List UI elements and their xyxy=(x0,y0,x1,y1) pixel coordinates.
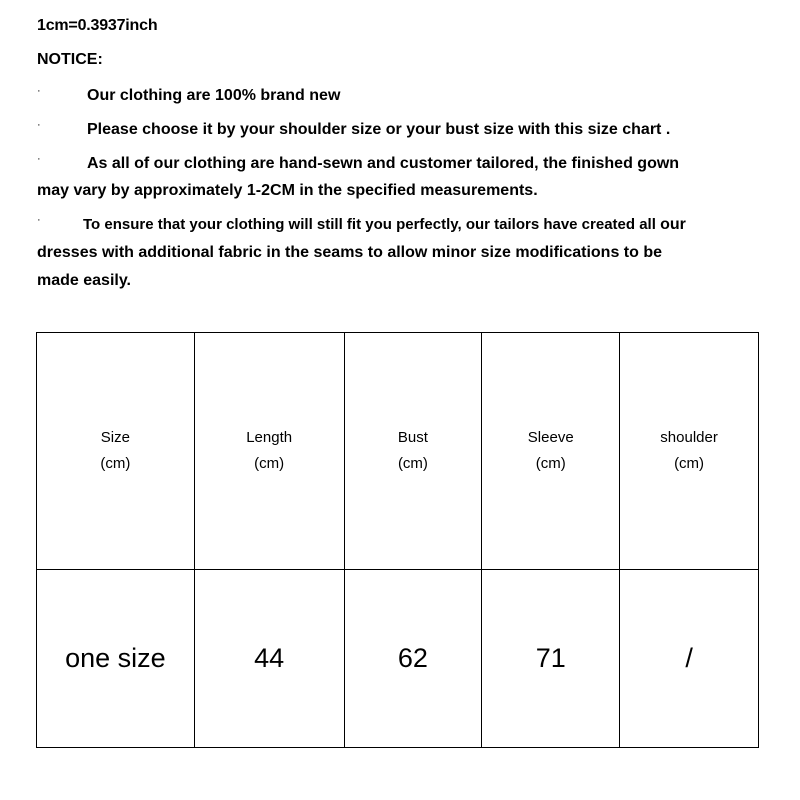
cell-size-value: one size xyxy=(37,570,195,748)
bullet-continuation: may vary by approximately 1-2CM in the specified measurements. xyxy=(37,182,538,199)
header-unit: (cm) xyxy=(254,455,285,472)
header-unit: (cm) xyxy=(535,455,566,472)
header-cell-bust xyxy=(344,333,482,570)
header-cell-sleeve xyxy=(482,333,620,570)
bullet-dot-icon: · xyxy=(37,153,41,165)
bullet-continuation: made easily. xyxy=(37,272,131,289)
bullet-dot-icon: · xyxy=(37,119,41,131)
header-unit: (cm) xyxy=(674,455,705,472)
header-cell-length xyxy=(194,333,344,570)
header-name: Sleeve xyxy=(527,429,574,446)
cell-sleeve-value: 71 xyxy=(482,570,620,748)
header-cell-shoulder xyxy=(620,333,759,570)
header-name: Length xyxy=(246,429,293,446)
bullet-dot-icon: · xyxy=(37,85,41,97)
bullet-text: As all of our clothing are hand-sewn and customer tailored, the finished gown xyxy=(87,155,680,172)
notice-title: NOTICE: xyxy=(37,51,103,68)
bullet-text: Please choose it by your shoulder size or your bust size with this size chart . xyxy=(87,121,671,138)
header-name: shoulder xyxy=(660,429,718,446)
cell-bust-value: 62 xyxy=(344,570,482,748)
unit-conversion: 1cm=0.3937inch xyxy=(37,17,158,34)
header-name: Bust xyxy=(397,429,428,446)
header-name: Size xyxy=(100,429,130,446)
bullet-continuation: dresses with additional fabric in the seams to allow minor size modifications to be xyxy=(37,244,663,261)
size-chart-table xyxy=(36,332,759,748)
bullet-text xyxy=(83,216,686,234)
bullet-text: Our clothing are 100% brand new xyxy=(87,87,341,104)
bullet-text-main: To ensure that your clothing will still fit you perfectly, our tailors have created all xyxy=(83,216,656,233)
header-cell-size xyxy=(37,333,195,570)
cell-shoulder-value: / xyxy=(620,570,759,748)
bullet-text-end: our xyxy=(660,216,686,233)
table-row xyxy=(37,570,759,748)
table-header-row xyxy=(37,333,759,570)
header-unit: (cm) xyxy=(100,455,131,472)
bullet-dot-icon: · xyxy=(37,214,41,226)
header-unit: (cm) xyxy=(397,455,428,472)
cell-length-value: 44 xyxy=(194,570,344,748)
